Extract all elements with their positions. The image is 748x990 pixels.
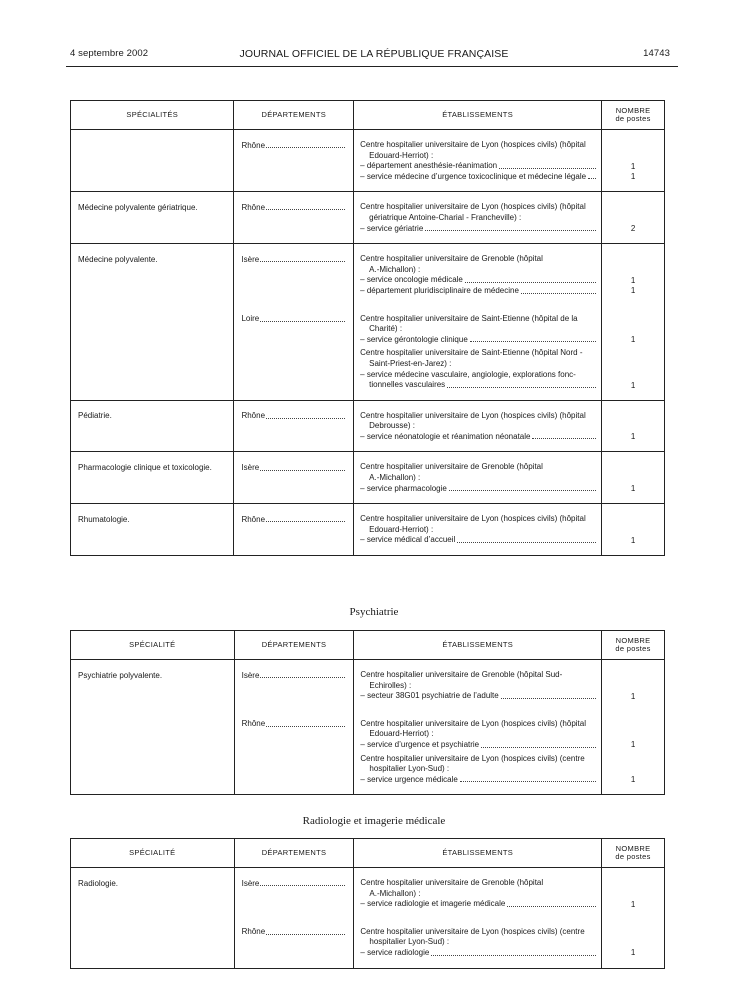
department-name: Rhône — [241, 514, 266, 524]
institution-line-continued: Edouard-Herriot) : — [369, 524, 434, 534]
institution-line: Centre hospitalier universitaire de Lyon (hospices civils) (centre — [360, 926, 585, 936]
col-header-nombre-postes — [602, 839, 665, 868]
department-name: Rhône — [241, 719, 266, 729]
department-label — [241, 515, 345, 526]
department-name: Isère — [241, 462, 260, 472]
table-header-row — [71, 631, 665, 660]
dot-leader — [481, 740, 596, 748]
establishments-cell — [354, 244, 602, 401]
institution-name — [360, 254, 596, 275]
dot-leader — [507, 899, 596, 907]
dot-leader — [457, 535, 596, 543]
col-header-specialites: SPÉCIALITÉS — [71, 101, 234, 130]
department-label — [241, 255, 345, 266]
service-text: – secteur 38G01 psychiatrie de l’adulte — [360, 691, 499, 701]
post-count: 1 — [630, 899, 636, 909]
institution-name — [360, 719, 596, 740]
institution-line: Centre hospitalier universitaire de Saint-Etienne (hôpital de la — [360, 313, 578, 323]
institution-group — [360, 348, 596, 390]
institution-line: Centre hospitalier universitaire de Grenoble (hôpital — [360, 254, 543, 264]
institution-name — [360, 411, 596, 432]
service-line — [360, 432, 596, 443]
post-count-cell — [602, 868, 665, 969]
dot-leader — [532, 432, 596, 440]
institution-name — [360, 462, 596, 483]
service-text: – service médecine d’urgence toxicoclinique et médecine légale — [360, 171, 587, 181]
service-text: – service radiologie et imagerie médicale — [360, 899, 506, 909]
department-cell — [234, 660, 354, 795]
institution-group — [360, 514, 596, 546]
dot-leader — [588, 172, 596, 180]
specialty-cell — [71, 868, 235, 969]
department-cell — [234, 868, 354, 969]
institution-line-continued: Charité) : — [369, 324, 403, 334]
post-count: 1 — [630, 286, 636, 296]
service-line — [360, 161, 596, 172]
dot-leader — [260, 671, 345, 679]
dot-leader — [266, 203, 345, 211]
table-header-row — [71, 101, 665, 130]
institution-name — [360, 202, 596, 223]
table-row — [71, 130, 665, 192]
post-count: 1 — [630, 172, 636, 182]
service-line — [360, 172, 596, 183]
dot-leader — [260, 255, 345, 263]
institution-line-continued: hospitalier Lyon-Sud) : — [369, 764, 450, 774]
post-count: 1 — [630, 775, 636, 785]
dot-leader — [260, 463, 345, 471]
service-line — [360, 691, 596, 702]
post-count: 1 — [630, 161, 636, 171]
institution-group — [360, 878, 596, 910]
dot-leader — [460, 775, 596, 783]
section-title-psychiatrie: Psychiatrie — [349, 606, 399, 618]
service-line — [360, 335, 596, 346]
establishments-cell — [354, 868, 602, 969]
institution-group — [360, 927, 596, 959]
department-label — [241, 141, 345, 152]
col-header-specialite: SPÉCIALITÉ — [71, 839, 235, 868]
col-header-de-postes: de postes — [615, 644, 651, 653]
institution-name — [360, 927, 596, 948]
institution-line: Centre hospitalier universitaire de Lyon (hospices civils) (hôpital — [360, 718, 586, 728]
institution-line-continued: Saint-Priest-en-Jarez) : — [369, 358, 452, 368]
dot-leader — [465, 275, 596, 283]
dot-leader — [449, 484, 596, 492]
specialty-cell — [71, 192, 234, 244]
institution-line-continued: hospitalier Lyon-Sud) : — [369, 937, 450, 947]
institution-line: Centre hospitalier universitaire de Lyon (hospices civils) (hôpital — [360, 140, 586, 149]
department-name: Isère — [241, 670, 260, 680]
col-header-departements: DÉPARTEMENTS — [234, 101, 354, 130]
establishments-cell — [354, 504, 602, 556]
service-text: tionnelles vasculaires — [369, 380, 446, 390]
institution-name — [360, 314, 596, 335]
header-page-number: 14743 — [643, 48, 670, 59]
service-line — [360, 484, 596, 495]
specialty-label: Rhumatologie. — [78, 514, 130, 524]
department-label — [242, 927, 346, 938]
dot-leader — [260, 314, 345, 322]
post-count: 1 — [630, 275, 636, 285]
institution-name — [360, 878, 596, 899]
service-line — [360, 286, 596, 297]
specialty-cell — [71, 660, 235, 795]
institution-line: Centre hospitalier universitaire de Saint-Etienne (hôpital Nord - — [360, 348, 583, 358]
table-row — [71, 868, 665, 969]
header-date: 4 septembre 2002 — [70, 48, 149, 59]
institution-line-continued: A.-Michallon) : — [369, 473, 421, 483]
department-name: Isère — [241, 878, 260, 888]
specialty-label: Pédiatrie. — [78, 411, 112, 421]
specialty-cell — [71, 400, 234, 452]
service-text: – service médical d’accueil — [360, 535, 456, 545]
service-line — [360, 899, 596, 910]
department-label — [242, 879, 346, 890]
institution-line: Centre hospitalier universitaire de Grenoble (hôpital Sud- — [360, 670, 563, 679]
postes-table-radiologie — [70, 838, 665, 969]
post-count: 1 — [630, 380, 636, 390]
department-name: Rhône — [241, 927, 266, 937]
service-text: – service urgence médicale — [360, 774, 458, 784]
institution-line: Centre hospitalier universitaire de Lyon (hospices civils) (hôpital — [360, 514, 586, 524]
post-count: 1 — [630, 484, 636, 494]
specialty-label: Psychiatrie polyvalente. — [78, 670, 163, 680]
institution-line: Centre hospitalier universitaire de Lyon (hospices civils) (centre — [360, 753, 585, 763]
col-header-nombre-postes — [602, 101, 665, 130]
department-name: Rhône — [241, 411, 266, 421]
col-header-departements: DÉPARTEMENTS — [234, 631, 354, 660]
service-text: – service néonatologie et réanimation néonatale — [360, 431, 531, 441]
department-label — [241, 463, 345, 474]
post-count: 1 — [630, 335, 636, 345]
post-count-cell — [602, 452, 665, 504]
specialty-label: Pharmacologie clinique et toxicologie. — [78, 462, 212, 472]
service-line-continued — [360, 380, 596, 391]
service-text: – service pharmacologie — [360, 483, 447, 493]
department-cell — [234, 400, 354, 452]
col-header-nombre: NOMBRE — [615, 843, 651, 853]
institution-group — [360, 754, 596, 786]
institution-name — [360, 754, 596, 775]
postes-table-main — [70, 100, 665, 556]
institution-group — [360, 140, 596, 182]
service-line — [360, 224, 596, 235]
department-label — [242, 671, 346, 682]
establishments-cell — [354, 130, 602, 192]
institution-line-continued: A.-Michallon) : — [369, 888, 421, 898]
institution-name — [360, 348, 596, 369]
specialty-label: Médecine polyvalente. — [78, 254, 158, 264]
service-text: – service gériatrie — [360, 223, 424, 233]
department-label — [241, 314, 345, 325]
department-name: Loire — [241, 314, 260, 324]
post-count-cell — [602, 192, 665, 244]
department-name: Rhône — [241, 140, 266, 150]
dot-leader — [521, 286, 596, 294]
postes-table-psychiatrie — [70, 630, 665, 795]
institution-group — [360, 462, 596, 494]
post-count-cell — [602, 244, 665, 401]
post-count: 1 — [630, 740, 636, 750]
dot-leader — [266, 411, 345, 419]
service-text: – service oncologie médicale — [360, 275, 463, 285]
col-header-etablissements: ÉTABLISSEMENTS — [354, 101, 602, 130]
col-header-nombre: NOMBRE — [615, 635, 651, 645]
institution-group — [360, 314, 596, 346]
institution-line-continued: A.-Michallon) : — [369, 264, 421, 274]
col-header-etablissements: ÉTABLISSEMENTS — [354, 631, 602, 660]
establishments-cell — [354, 660, 602, 795]
department-name: Rhône — [241, 202, 266, 212]
post-count-cell — [602, 660, 665, 795]
dot-leader — [470, 335, 596, 343]
service-text: – service d’urgence et psychiatrie — [360, 739, 480, 749]
post-count-cell — [602, 400, 665, 452]
post-count: 1 — [630, 948, 636, 958]
col-header-departements: DÉPARTEMENTS — [234, 839, 354, 868]
institution-name — [360, 140, 596, 161]
department-label — [241, 411, 345, 422]
col-header-nombre-postes — [602, 631, 665, 660]
table-row — [71, 504, 665, 556]
institution-line: Centre hospitalier universitaire de Lyon (hospices civils) (hôpital — [360, 410, 586, 420]
institution-line: Centre hospitalier universitaire de Lyon (hospices civils) (hôpital — [360, 202, 586, 212]
institution-line-continued: Edouard-Herriot) : — [369, 150, 434, 160]
institution-line: Centre hospitalier universitaire de Grenoble (hôpital — [360, 878, 544, 887]
service-line — [360, 535, 596, 546]
department-cell — [234, 130, 354, 192]
service-line: – service médecine vasculaire, angiologie, explorations fonc- — [360, 369, 576, 379]
table-row — [71, 192, 665, 244]
institution-line-continued: Edouard-Herriot) : — [369, 729, 434, 739]
institution-group — [360, 719, 596, 751]
establishments-cell — [354, 400, 602, 452]
service-text: – département pluridisciplinaire de médecine — [360, 285, 519, 295]
table-row — [71, 660, 665, 795]
department-cell — [234, 244, 354, 401]
post-count: 2 — [630, 224, 636, 234]
institution-group — [360, 670, 596, 702]
service-text: – service radiologie — [360, 947, 430, 957]
post-count: 1 — [630, 691, 636, 701]
table-row — [71, 452, 665, 504]
department-cell — [234, 504, 354, 556]
department-cell — [234, 192, 354, 244]
dot-leader — [499, 161, 596, 169]
institution-line: Centre hospitalier universitaire de Grenoble (hôpital — [360, 462, 543, 472]
specialty-cell — [71, 504, 234, 556]
dot-leader — [266, 927, 345, 935]
specialty-cell — [71, 130, 234, 192]
service-text: – service gérontologie clinique — [360, 334, 468, 344]
col-header-etablissements: ÉTABLISSEMENTS — [354, 839, 602, 868]
institution-line-continued: Echirolles) : — [369, 680, 412, 690]
col-header-nombre: NOMBRE — [615, 105, 651, 115]
dot-leader — [501, 691, 596, 699]
post-count-cell — [602, 130, 665, 192]
post-count: 1 — [630, 535, 636, 545]
dot-leader — [431, 948, 596, 956]
service-line — [360, 948, 596, 959]
institution-group — [360, 254, 596, 296]
header-journal-title: JOURNAL OFFICIEL DE LA RÉPUBLIQUE FRANÇAISE — [239, 48, 509, 60]
institution-line-continued: Debrousse) : — [369, 421, 415, 431]
specialty-cell — [71, 244, 234, 401]
post-count: 1 — [630, 432, 636, 442]
department-label — [241, 203, 345, 214]
institution-name — [360, 670, 596, 691]
establishments-cell — [354, 192, 602, 244]
specialty-label — [71, 130, 233, 147]
table-header-row — [71, 839, 665, 868]
institution-group — [360, 411, 596, 443]
dot-leader — [266, 719, 345, 727]
department-cell — [234, 452, 354, 504]
specialty-cell — [71, 452, 234, 504]
dot-leader — [266, 515, 345, 523]
dot-leader — [447, 380, 596, 388]
section-title-radiologie: Radiologie et imagerie médicale — [302, 815, 446, 827]
establishments-cell — [354, 452, 602, 504]
col-header-de-postes: de postes — [615, 114, 651, 123]
department-name: Isère — [241, 254, 260, 264]
specialty-label: Radiologie. — [78, 878, 119, 888]
dot-leader — [425, 224, 596, 232]
specialty-label: Médecine polyvalente gériatrique. — [78, 202, 198, 212]
service-line — [360, 275, 596, 286]
institution-group — [360, 202, 596, 234]
service-text: – département anesthésie-réanimation — [360, 161, 498, 171]
col-header-de-postes: de postes — [615, 852, 651, 861]
department-label — [242, 719, 346, 730]
table-row — [71, 244, 665, 401]
table-row — [71, 400, 665, 452]
header-rule — [66, 66, 678, 67]
service-line — [360, 740, 596, 751]
institution-name — [360, 514, 596, 535]
dot-leader — [266, 141, 345, 149]
col-header-specialite: SPÉCIALITÉ — [71, 631, 235, 660]
institution-line-continued: gériatrique Antoine-Charial - Francheville) : — [369, 212, 522, 222]
dot-leader — [260, 879, 345, 887]
post-count-cell — [602, 504, 665, 556]
service-line — [360, 775, 596, 786]
